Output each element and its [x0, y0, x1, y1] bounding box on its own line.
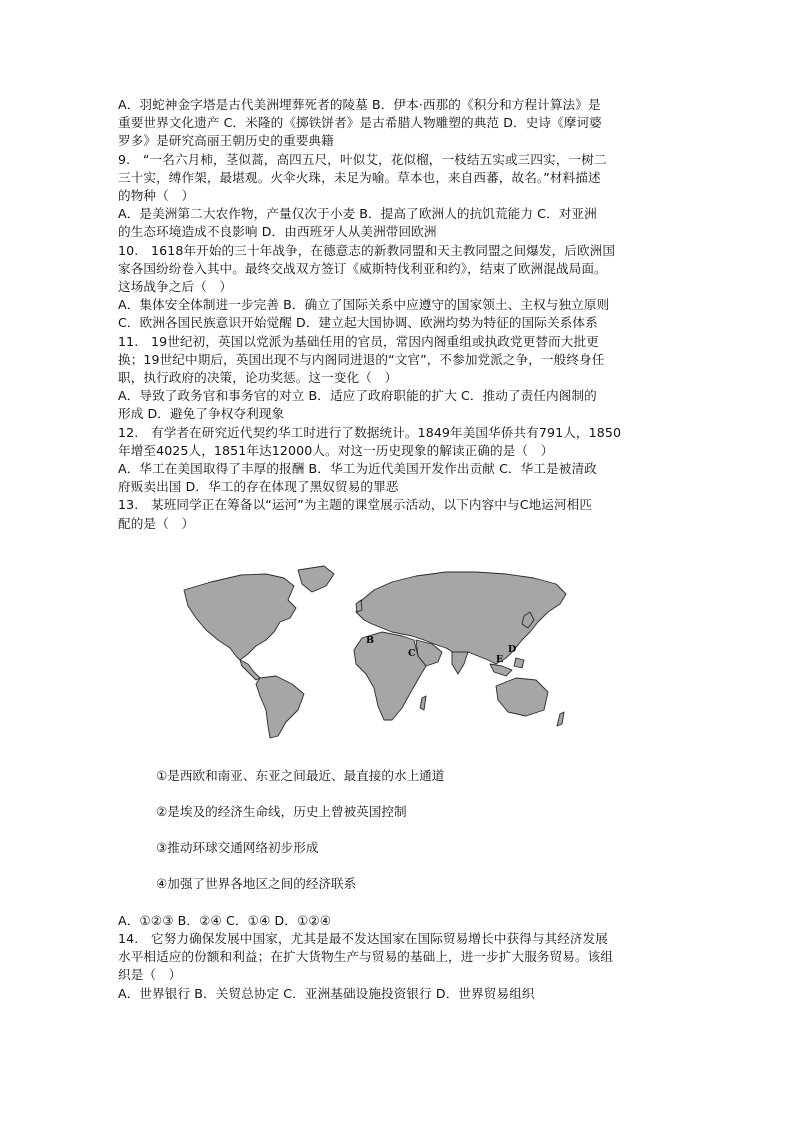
options-line: A．华工在美国取得了丰厚的报酬 B．华工为近代美国开发作出贡献 C．华工是被清政	[118, 461, 597, 477]
question-12: 12. 有学者在研究近代契约华工时进行了数据统计。1849年美国华侨共有791人，1850	[118, 424, 622, 440]
options-line: A．世界银行 B．关贸总协定 C．亚洲基础设施投资银行 D．世界贸易组织	[118, 985, 535, 1001]
question-9: 9. “一名六月柿，茎似蒿，高四五尺，叶似艾，花似榴，一枝结五实或三四实，一树二	[118, 151, 607, 167]
britain	[356, 600, 362, 612]
text-line: 换；19世纪中期后，英国出现不与内阁同进退的“文官”，不参加党派之争，一般终身任	[118, 351, 605, 367]
text-line: 职，执行政府的决策，论功奖惩。这一变化（ ）	[118, 370, 398, 386]
world-map	[156, 560, 586, 740]
statement-1: ①是西欧和南亚、东亚之间最近、最直接的水上通道	[156, 767, 445, 783]
options-line: A．是美洲第二大农作物，产量仅次于小麦 B．提高了欧洲人的抗饥荒能力 C．对亚洲	[118, 206, 597, 222]
africa	[354, 632, 426, 720]
options-line: 府贩卖出国 D．华工的存在体现了黑奴贸易的罪恶	[118, 479, 399, 495]
text-line: 重要世界文化遗产 C．米隆的《掷铁饼者》是古希腊人物雕塑的典范 D．史诗《摩诃婆	[118, 115, 602, 131]
options-line: 形成 D．避免了争权夺利现象	[118, 406, 285, 422]
text-block-bottom	[118, 912, 678, 1003]
question-page	[118, 96, 678, 1003]
australia	[496, 678, 548, 716]
text-line: 的物种（ ）	[118, 188, 195, 204]
question-13: 13. 某班同学正在筹备以“运河”为主题的课堂展示活动，以下内容中与C地运河相匹	[118, 497, 593, 513]
question-11: 11. 19世纪初，英国以党派为基础任用的官员，常因内阁重组或执政党更替而大批更	[118, 333, 599, 349]
map-label-b: B	[366, 634, 375, 646]
north-america	[184, 574, 296, 660]
text-block-top	[118, 96, 678, 533]
options-line: C．欧洲各国民族意识开始觉醒 D．建立起大国协调、欧洲均势为特征的国际关系体系	[118, 315, 598, 331]
question-14: 14. 它努力确保发展中国家，尤其是最不发达国家在国际贸易增长中获得与其经济发展	[118, 931, 608, 947]
greenland	[298, 566, 334, 592]
map-label-c: C	[408, 647, 416, 659]
south-america	[256, 676, 304, 738]
text-line: 年增至4025人，1851年达12000人。对这一历史现象的解读正确的是（ ）	[118, 442, 554, 458]
statement-2: ②是埃及的经济生命线，历史上曾被英国控制	[156, 803, 407, 819]
options-line: A．导致了政务官和事务官的对立 B．适应了政府职能的扩大 C．推动了责任内阁制的	[118, 388, 597, 404]
statement-3: ③推动环球交通网络初步形成	[156, 839, 319, 855]
statement-list	[118, 767, 678, 893]
map-label-d: D	[508, 643, 517, 655]
central-america	[240, 660, 260, 680]
world-map-graphic	[156, 560, 586, 740]
text-line: 这场战争之后（ ）	[118, 279, 233, 295]
text-line: 织是（ ）	[118, 967, 182, 983]
text-line: 水平相适应的份额和利益；在扩大货物生产与贸易的基础上，进一步扩大服务贸易。该组	[118, 949, 614, 965]
philippines	[514, 658, 524, 668]
question-10: 10. 1618年开始的三十年战争，在德意志的新教同盟和天主教同盟之间爆发，后欧洲国	[118, 242, 616, 258]
statement-4: ④加强了世界各地区之间的经济联系	[156, 875, 357, 891]
new-zealand	[557, 712, 564, 726]
text-line: A．羽蛇神金字塔是古代美洲埋葬死者的陵墓 B．伊本·西那的《积分和方程计算法》是	[118, 97, 601, 112]
text-line: 配的是（ ）	[118, 515, 195, 531]
options-line: 的生态环境造成不良影响 D．由西班牙人从美洲带回欧洲	[118, 224, 437, 240]
options-line: A．集体安全体制进一步完善 B．确立了国际关系中应遵守的国家领土、主权与独立原则	[118, 297, 610, 313]
text-line: 家各国纷纷卷入其中。最终交战双方签订《威斯特伐利亚和约》，结束了欧洲混战局面。	[118, 260, 607, 276]
indonesia	[490, 664, 512, 676]
madagascar	[420, 696, 426, 710]
text-line: 罗多》是研究高丽王朝历史的重要典籍	[118, 133, 334, 149]
options-line: A．①②③ B．②④ C．①④ D．①②④	[118, 912, 332, 928]
map-label-e: E	[496, 653, 504, 665]
india	[452, 652, 468, 674]
text-line: 三十实，缚作架，最堪观。火伞火珠，未足为喻。草本也，来自西蕃，故名。”材料描述	[118, 169, 601, 185]
